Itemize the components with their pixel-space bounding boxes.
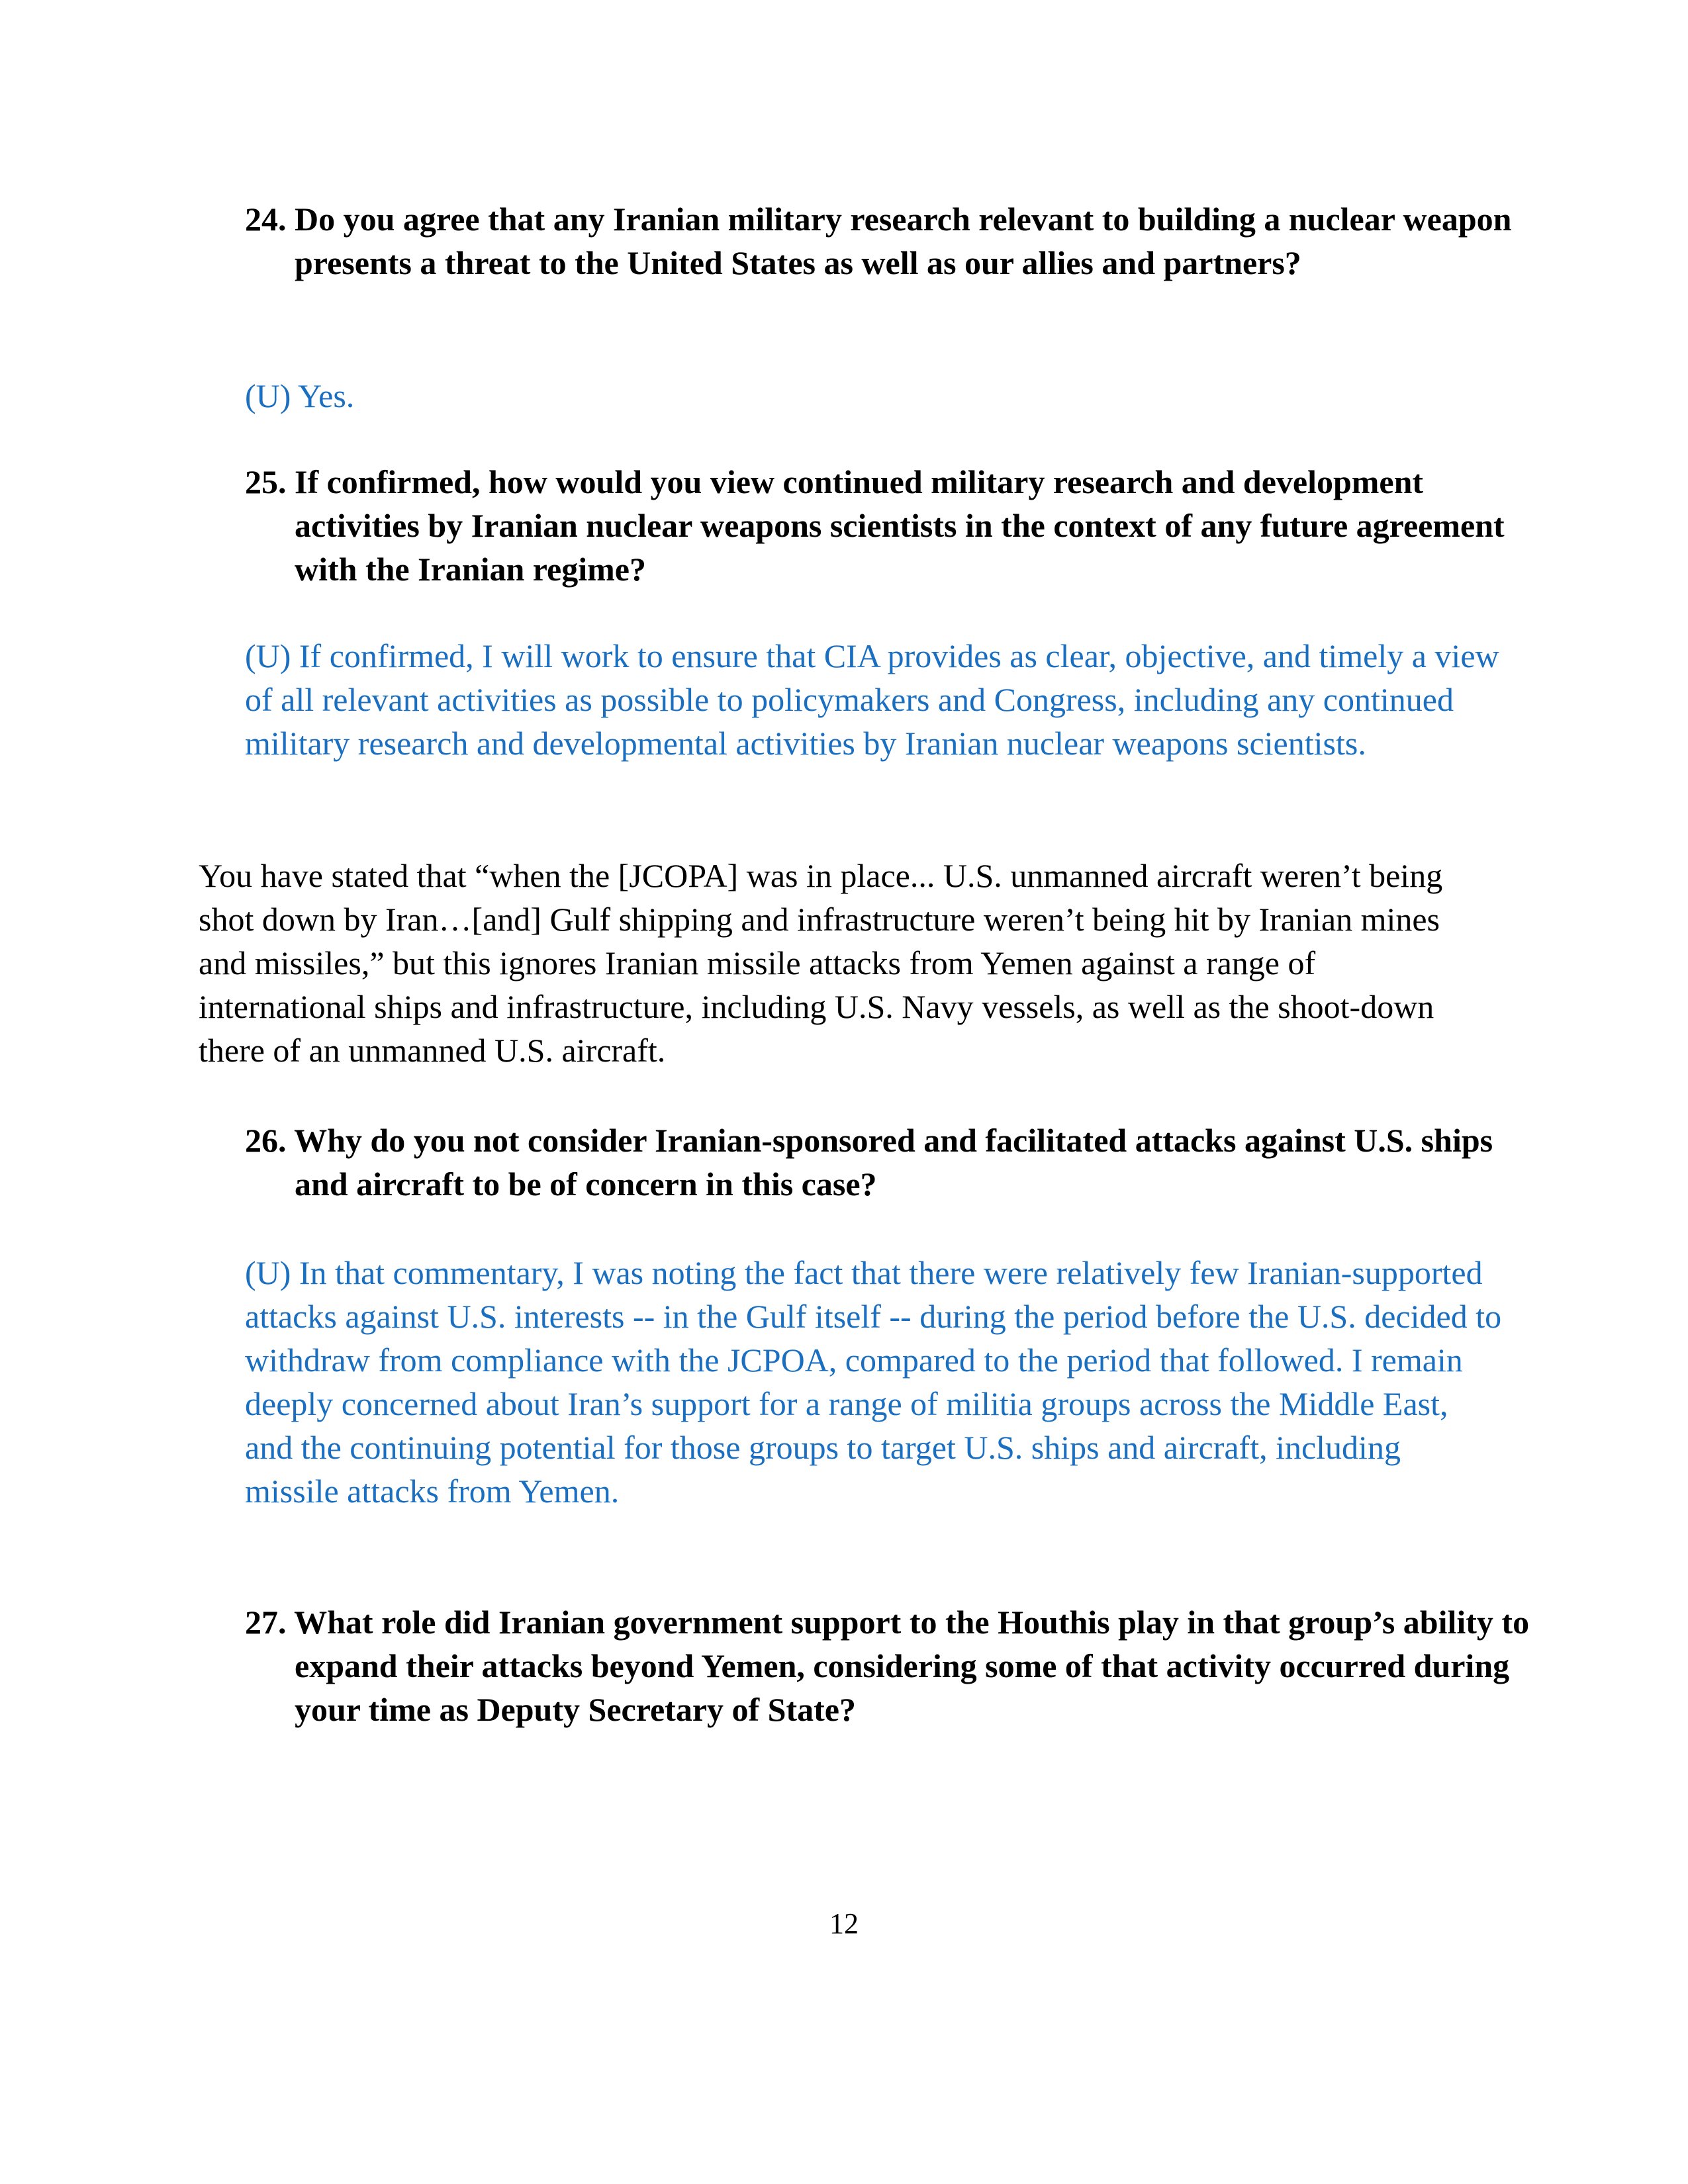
- question-25: [245, 460, 1552, 591]
- question-number: 24.: [245, 201, 287, 238]
- question-text: What role did Iranian government support to the Houthis play in that group’s ability to expand their attacks beyond Yemen, considering some of that activity occurred during your time as Deputy Secretary of State?: [294, 1604, 1530, 1728]
- question-text: Do you agree that any Iranian military research relevant to building a nuclear weapon presents a threat to the United States as well as our allies and partners?: [295, 201, 1512, 281]
- question-24: [245, 197, 1552, 285]
- page-number: 12: [829, 1907, 859, 1940]
- question-number: 26.: [245, 1122, 287, 1159]
- answer-25: (U) If confirmed, I will work to ensure that CIA provides as clear, objective, and timely a view of all relevant activities as possible to policymakers and Congress, including any continued military research and developmental activities by Iranian nuclear weapons scientists.: [245, 637, 1499, 762]
- answer-26: (U) In that commentary, I was noting the fact that there were relatively few Iranian-supported attacks against U.S. interests -- in the Gulf itself -- during the period before the U.S. decided to withdraw from compliance with the JCPOA, compared to the period that followed. I remain deeply concerned about Iran’s support for a range of militia groups across the Middle East, and the continuing potential for those groups to target U.S. ships and aircraft, including missile attacks from Yemen.: [245, 1254, 1502, 1510]
- question-text: Why do you not consider Iranian-sponsored and facilitated attacks against U.S. ships and aircraft to be of concern in this case?: [294, 1122, 1493, 1203]
- question-26: [245, 1118, 1552, 1206]
- question-text: If confirmed, how would you view continued military research and development activities by Iranian nuclear weapons scientists in the context of any future agreement with the Iranian regime?: [295, 463, 1505, 588]
- question-number: 27.: [245, 1604, 287, 1641]
- context-paragraph: You have stated that “when the [JCOPA] was in place... U.S. unmanned aircraft weren’t being shot down by Iran…[and] Gulf shipping and infrastructure weren’t being hit by Iranian mines and missiles,” but this ignores Iranian missile attacks from Yemen against a range of international ships and infrastructure, including U.S. Navy vessels, as well as the shoot-down there of an unmanned U.S. aircraft.: [199, 857, 1443, 1069]
- question-number: 25.: [245, 463, 287, 500]
- answer-24: (U) Yes.: [245, 377, 355, 414]
- question-27: [245, 1600, 1552, 1731]
